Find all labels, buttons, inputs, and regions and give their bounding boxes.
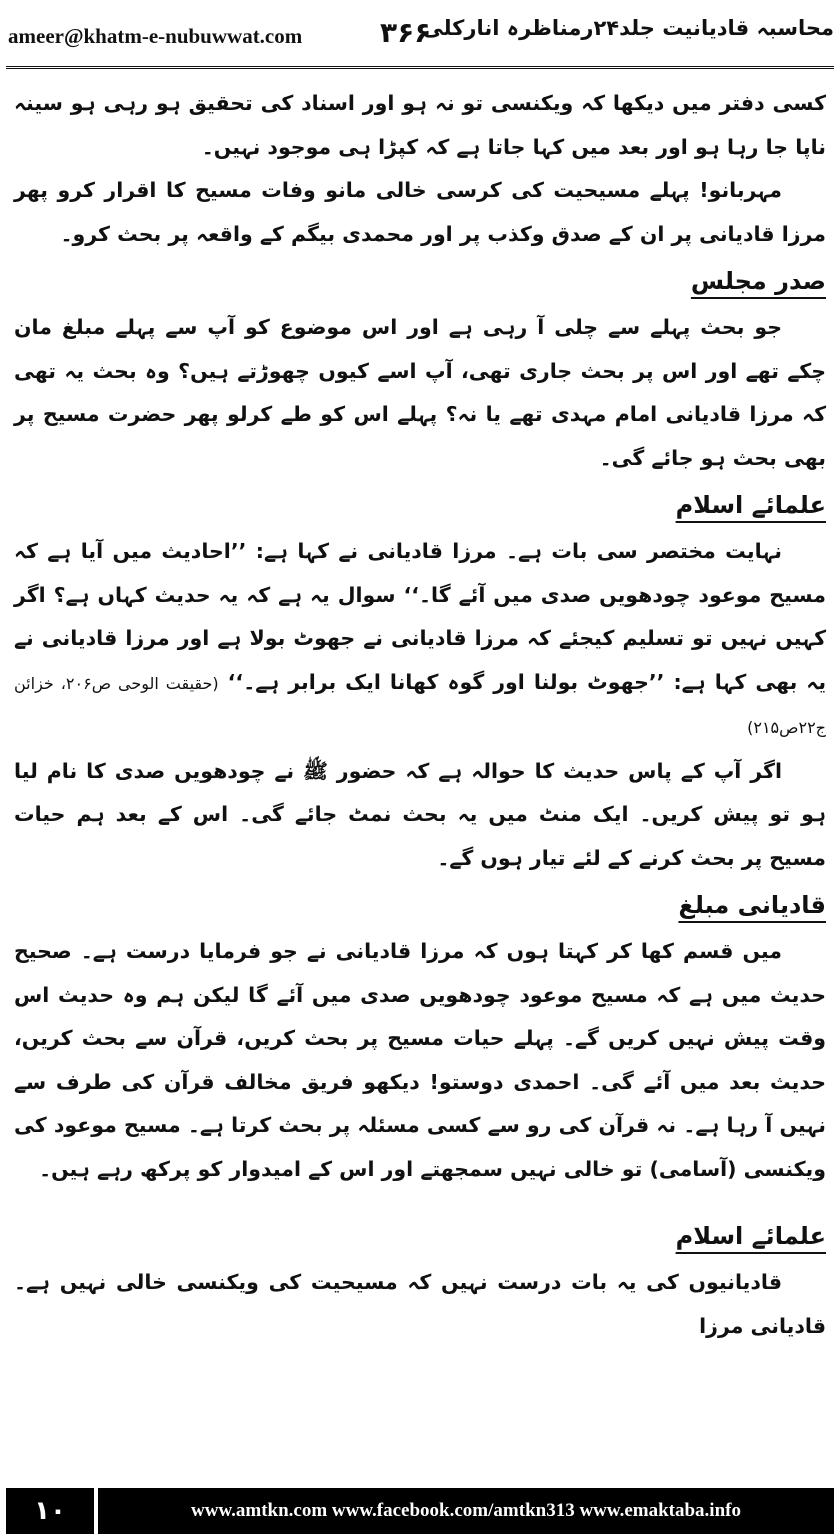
reference-citation: (حقیقت الوحی ص۲۰۶، خزائن ج۲۲ص۲۱۵): [14, 673, 826, 737]
header-page-number: ۳۶۶: [380, 16, 432, 49]
paragraph-4-text: نہایت مختصر سی بات ہے۔ مرزا قادیانی نے کہا ہے: ’’احادیث میں آیا ہے کہ مسیح موعود چودھویں صدی میں آئے گا۔‘‘ سوال یہ ہے کہ یہ حدیث کہاں ہے؟ اگر کہیں نہیں تو تسلیم کیجئے کہ مرزا قادیانی نے جھوٹ بولا ہے اور مرزا قادیانی نے یہ بھی کہا ہے: ’’جھوٹ بولنا اور گوہ کھانا ایک برابر ہے۔‘‘: [14, 539, 827, 694]
footer-sheet-number: ۱۰: [6, 1488, 94, 1534]
paragraph-2: مہربانو! پہلے مسیحیت کی کرسی خالی مانو وفات مسیح کا اقرار کرو پھر مرزا قادیانی پر ان کے صدق وکذب پر اور محمدی بیگم کے واقعہ پر بحث کرو۔: [14, 178, 826, 246]
paragraph-1: کسی دفتر میں دیکھا کہ ویکنسی تو نہ ہو اور اسناد کی تحقیق ہو رہی ہو سینہ ناپا جا رہا ہو اور بعد میں کہا جاتا ہے کہ کپڑا ہی موجود نہیں۔: [14, 91, 826, 159]
page-header: [0, 0, 840, 78]
page-body: [14, 82, 826, 1476]
header-book-title: محاسبہ قادیانیت جلد۲۴رمناظرہ انارکلی: [422, 16, 834, 40]
paragraph-6: میں قسم کھا کر کہتا ہوں کہ مرزا قادیانی نے جو فرمایا درست ہے۔ صحیح حدیث میں ہے کہ مسیح موعود چودھویں صدی میں آئے گا لیکن ہم وہ حدیث اس وقت پیش نہیں کریں گے۔ پہلے حیات مسیح پر بحث کریں، قرآن سے بحث کریں، حدیث بعد میں آئے گی۔ احمدی دوستو! دیکھو فریق مخالف قرآن کی طرف سے نہیں آ رہا ہے۔ نہ قرآن کی رو سے کسی مسئلہ پر بحث کرتا ہے۔ مسیح موعود کی ویکنسی (آسامی) تو خالی نہیں سمجھتے اور اس کے امیدوار کو پرکھ رہے ہیں۔: [14, 939, 826, 1181]
paragraph-3: جو بحث پہلے سے چلی آ رہی ہے اور اس موضوع کو آپ سے پہلے مبلغ مان چکے تھے اور اس پر بحث جاری تھی، آپ اسے کیوں چھوڑتے ہیں؟ وہ بحث یہ تھی کہ مرزا قادیانی امام مہدی تھے یا نہ؟ پہلے اس کو طے کرلو پھر حضرت مسیح پر بھی بحث ہو جائے گی۔: [14, 315, 826, 470]
speaker-heading-qadiani: قادیانی مبلغ: [678, 891, 826, 919]
paragraph-5: اگر آپ کے پاس حدیث کا حوالہ ہے کہ حضور ﷺ نے چودھویں صدی کا نام لیا ہو تو پیش کریں۔ ایک منٹ میں یہ بحث نمٹ جائے گی۔ اس کے بعد ہم حیات مسیح پر بحث کرنے کے لئے تیار ہوں گے۔: [14, 758, 826, 870]
header-email: ameer@khatm-e-nubuwwat.com: [8, 24, 303, 48]
header-divider: [6, 66, 834, 69]
page-footer: [0, 1484, 840, 1540]
paragraph-7: قادیانیوں کی یہ بات درست نہیں کہ مسیحیت کی ویکنسی خالی نہیں ہے۔ قادیانی مرزا: [14, 1270, 826, 1338]
footer-website-links: www.amtkn.com www.facebook.com/amtkn313 www.emaktaba.info: [98, 1488, 834, 1534]
speaker-heading-ulama-2: علمائے اسلام: [675, 1222, 826, 1250]
speaker-heading-ulama-1: علمائے اسلام: [675, 491, 826, 519]
paragraph-4: [14, 530, 826, 750]
section-gap: [14, 1191, 826, 1211]
speaker-heading-chairman: صدر مجلس: [690, 267, 826, 295]
